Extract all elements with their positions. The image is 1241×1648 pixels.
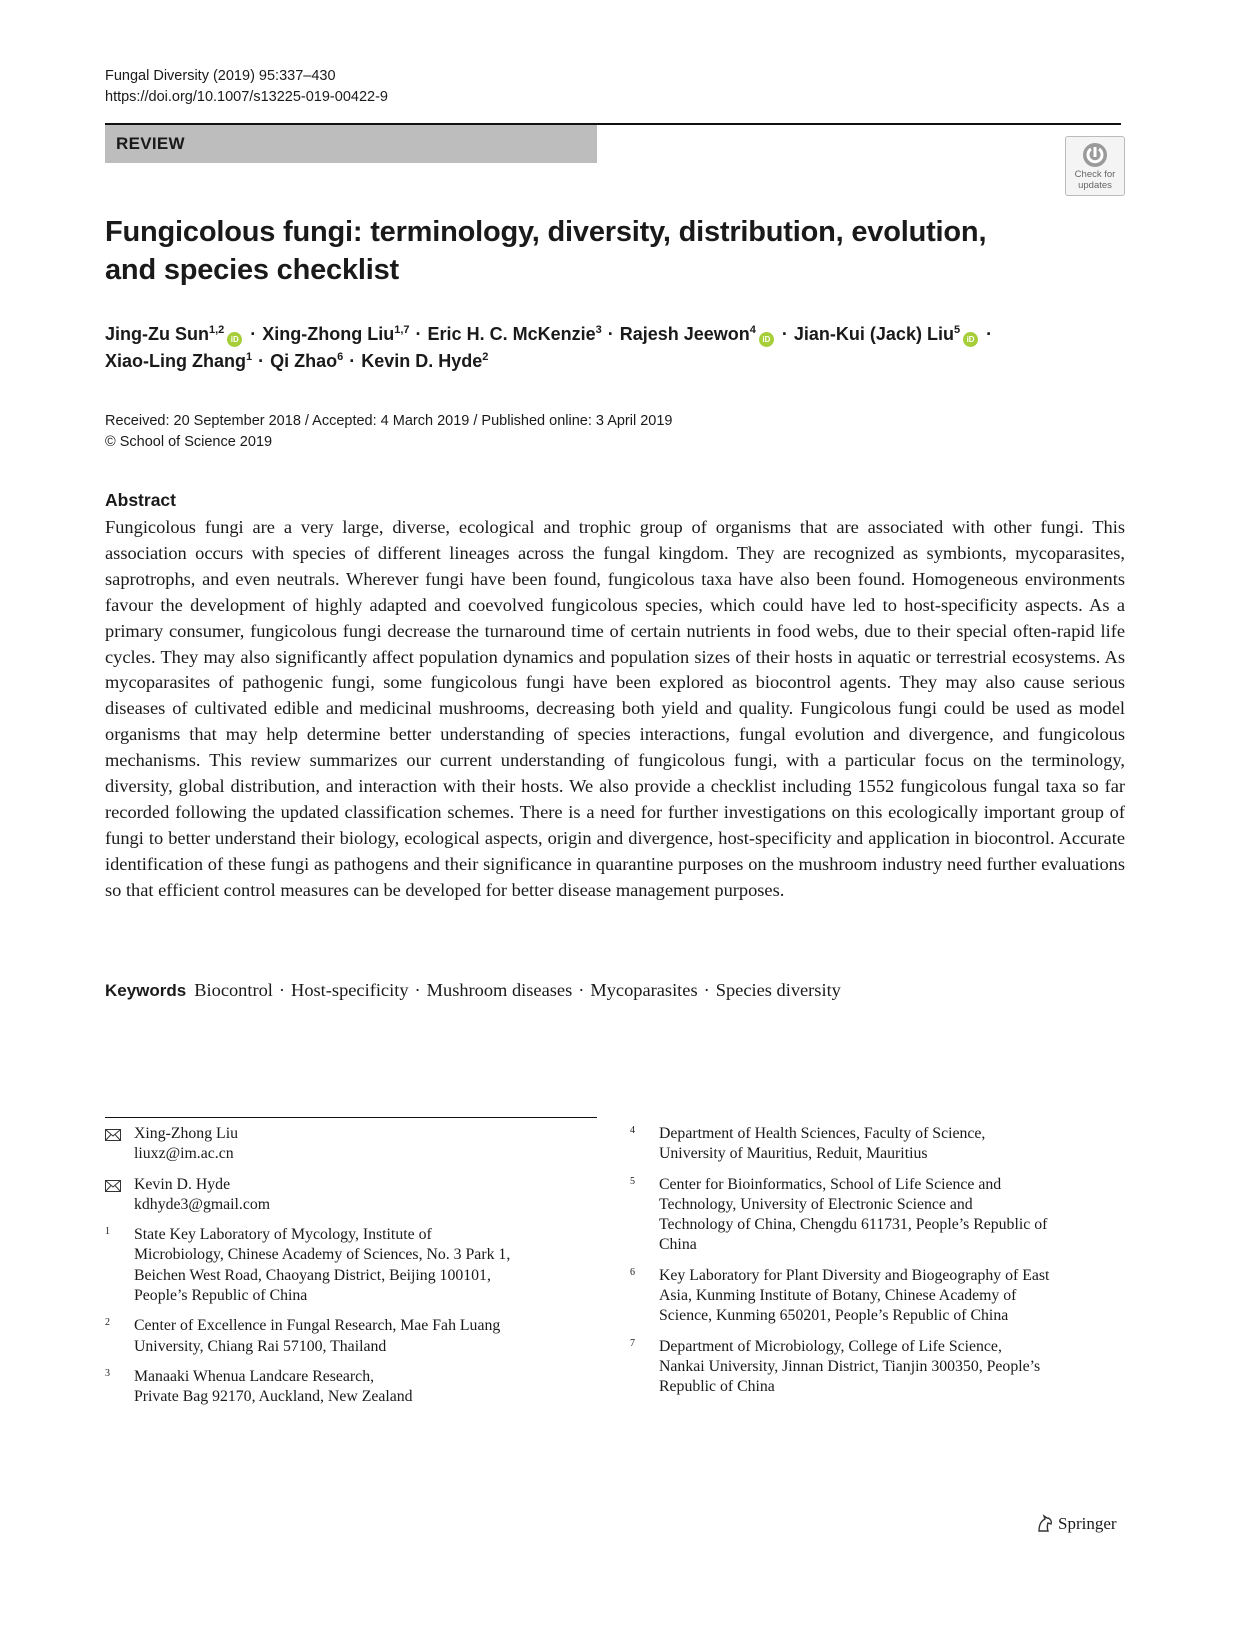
section-label: REVIEW xyxy=(116,134,185,153)
affiliation-text: Key Laboratory for Plant Diversity and Biogeography of East xyxy=(659,1266,1050,1284)
keyword: Biocontrol xyxy=(194,980,273,1000)
orcid-icon[interactable]: iD xyxy=(963,332,978,347)
badge-line-1: Check for xyxy=(1074,169,1116,180)
keyword-separator: · xyxy=(703,980,710,1000)
affiliation-number: 2 xyxy=(105,1317,110,1329)
keyword: Species diversity xyxy=(715,980,841,1000)
affiliation-number: 3 xyxy=(105,1367,110,1379)
affiliation-text: Center for Bioinformatics, School of Life Science and xyxy=(659,1175,1002,1193)
affiliation-number: 5 xyxy=(630,1175,635,1187)
update-icon xyxy=(1082,142,1108,168)
author[interactable] xyxy=(270,351,343,371)
footnote-rule xyxy=(105,1117,597,1118)
author-affiliation-sup: 2 xyxy=(482,351,489,363)
keyword: Mushroom diseases xyxy=(426,980,573,1000)
affiliation-number: 4 xyxy=(630,1125,635,1136)
journal-header xyxy=(105,66,388,108)
keyword-list xyxy=(194,980,841,1000)
publication-dates xyxy=(105,411,672,453)
keyword-separator: · xyxy=(414,980,421,1000)
author-affiliation-sup: 1,7 xyxy=(394,324,410,336)
dates-line: Received: 20 September 2018 / Accepted: 4 March 2019 / Published online: 3 April 2019 xyxy=(105,413,673,429)
affiliation-text: Technology of China, Chengdu 611731, People’s Republic of xyxy=(659,1216,1048,1234)
affiliation-text: Beichen West Road, Chaoyang District, Beijing 100101, xyxy=(134,1266,491,1284)
author[interactable] xyxy=(428,324,602,344)
author[interactable] xyxy=(105,324,244,344)
keyword: Mycoparasites xyxy=(590,980,698,1000)
keyword-separator: · xyxy=(278,980,286,1000)
envelope-icon xyxy=(105,1129,121,1141)
author-affiliation-sup: 1 xyxy=(246,351,253,363)
author-affiliation-sup: 3 xyxy=(595,324,602,336)
keyword-separator: · xyxy=(578,980,585,1000)
keyword: Host-specificity xyxy=(291,980,409,1000)
affiliation-text: Science, Kunming 650201, People’s Republic of China xyxy=(659,1307,1009,1325)
author[interactable] xyxy=(794,324,980,344)
footnotes-right-column xyxy=(630,1124,1120,1408)
author-separator: · xyxy=(258,351,265,371)
author-list xyxy=(105,321,1125,375)
affiliation-text: University of Mauritius, Reduit, Mauritius xyxy=(659,1145,928,1163)
affiliation-text: State Key Laboratory of Mycology, Institute of xyxy=(134,1226,432,1244)
author-separator: · xyxy=(415,324,422,344)
affiliation-item xyxy=(105,1367,585,1408)
author-affiliation-sup: 5 xyxy=(953,324,961,336)
affiliation-text: University, Chiang Rai 57100, Thailand xyxy=(134,1337,387,1355)
affiliation-number: 7 xyxy=(630,1337,635,1349)
affiliation-text: Manaaki Whenua Landcare Research, xyxy=(134,1367,375,1385)
affiliation-text: Department of Health Sciences, Faculty of Science, xyxy=(659,1125,986,1142)
author-name: Eric H. C. McKenzie xyxy=(427,324,596,344)
publisher-name: Springer xyxy=(1058,1514,1117,1533)
affiliation-text: Asia, Kunming Institute of Botany, Chinese Academy of xyxy=(659,1287,1017,1305)
check-for-updates-badge[interactable] xyxy=(1065,136,1125,196)
article-title xyxy=(105,213,1065,289)
author-separator: · xyxy=(781,324,788,344)
title-line-1: Fungicolous fungi: terminology, diversity, distribution, evolution, xyxy=(105,216,987,248)
publisher-logo xyxy=(1035,1513,1117,1534)
corresponding-name: Kevin D. Hyde xyxy=(134,1175,231,1193)
affiliation-text: Center of Excellence in Fungal Research, Mae Fah Luang xyxy=(134,1317,501,1335)
affiliation-text: China xyxy=(659,1236,697,1254)
abstract-heading: Abstract xyxy=(105,490,176,510)
footnotes-left-column xyxy=(105,1124,585,1418)
affiliation-text: Nankai University, Jinnan District, Tianjin 300350, People’s xyxy=(659,1357,1041,1375)
author-name: Jian-Kui (Jack) Liu xyxy=(793,324,954,344)
affiliation-item xyxy=(630,1337,1120,1398)
author[interactable] xyxy=(620,324,776,344)
affiliation-text: Private Bag 92170, Auckland, New Zealand xyxy=(134,1388,413,1406)
corresponding-email[interactable]: liuxz@im.ac.cn xyxy=(134,1145,234,1163)
author[interactable] xyxy=(105,351,252,371)
author-line-1 xyxy=(105,321,1125,348)
author-separator: · xyxy=(250,324,257,344)
author-line-2 xyxy=(105,348,1125,375)
orcid-icon[interactable]: iD xyxy=(227,332,242,347)
corresponding-name: Xing-Zhong Liu xyxy=(134,1125,238,1142)
copyright-line: © School of Science 2019 xyxy=(105,434,273,450)
author-affiliation-sup: 4 xyxy=(749,324,756,336)
badge-line-2: updates xyxy=(1078,180,1112,191)
abstract-body: Fungicolous fungi are a very large, diverse, ecological and trophic group of organisms that are associated with other fungi. This association occurs with species of different lineages across the fungal kingdom. They are recognized as symbionts, mycoparasites, saprotrophs, and even neutrals. Wherever fungi have been found, fungicolous taxa have also been found. Homogeneous environments favour the development of highly adapted and coevolved fungicolous species, which could have led to host-specificity aspects. As a primary consumer, fungicolous fungi decrease the turnaround time of certain nutrients in food webs, due to their special often-rapid life cycles. They may also significantly affect population dynamics and population sizes of their hosts in aquatic or terrestrial ecosystems. As mycoparasites of pathogenic fungi, some fungicolous fungi have been explored as biocontrol agents. They may also cause serious diseases of cultivated edible and medicinal mushrooms, decreasing both yield and quality. Fungicolous fungi could be used as model organisms that may help determine better understanding of species interactions, fungal evolution and divergence, and fungicolous mechanisms. This review summarizes our current understanding of fungicolous fungi, with a particular focus on the terminology, diversity, global distribution, and interaction with their hosts. We also provide a checklist including 1552 fungicolous fungal taxa so far recorded following the updated classification schemes. There is a need for further investigations on this ecologically important group of fungi to better understand their biology, ecological aspects, origin and divergence, host-specificity and application in biocontrol. Accurate identification of these fungi as pathogens and their significance in quarantine purposes on the mushroom industry need further evaluations so that efficient control measures can be developed for better disease management purposes. xyxy=(105,517,1125,900)
title-line-2: and species checklist xyxy=(105,254,400,286)
envelope-icon xyxy=(105,1180,121,1192)
author-separator: · xyxy=(349,351,356,371)
corresponding-author xyxy=(105,1124,585,1165)
affiliation-item xyxy=(630,1175,1120,1256)
author-separator: · xyxy=(607,324,614,344)
author-name: Xing-Zhong Liu xyxy=(262,324,395,344)
affiliation-item xyxy=(630,1124,1120,1165)
affiliation-text: Microbiology, Chinese Academy of Sciences, No. 3 Park 1, xyxy=(134,1246,511,1264)
affiliation-text: Republic of China xyxy=(659,1378,775,1396)
author-name: Jing-Zu Sun xyxy=(105,324,209,344)
corresponding-author xyxy=(105,1175,585,1216)
author-separator: · xyxy=(986,324,993,344)
keywords-heading: Keywords xyxy=(105,981,187,1000)
author-name: Xiao-Ling Zhang xyxy=(105,351,246,371)
affiliation-number: 1 xyxy=(105,1226,110,1238)
author-name: Qi Zhao xyxy=(270,351,338,371)
author[interactable] xyxy=(262,324,409,344)
author-name: Rajesh Jeewon xyxy=(619,324,750,344)
springer-horse-icon xyxy=(1035,1513,1055,1533)
doi-link[interactable]: https://doi.org/10.1007/s13225-019-00422-9 xyxy=(105,89,388,105)
author[interactable] xyxy=(361,351,488,371)
author-affiliation-sup: 6 xyxy=(337,351,344,363)
corresponding-email[interactable]: kdhyde3@gmail.com xyxy=(134,1195,271,1213)
author-name: Kevin D. Hyde xyxy=(361,351,483,371)
keywords-line xyxy=(105,978,841,1003)
orcid-icon[interactable]: iD xyxy=(759,332,774,347)
journal-citation: Fungal Diversity (2019) 95:337–430 xyxy=(105,68,336,84)
section-label-bar xyxy=(105,125,597,163)
affiliation-item xyxy=(105,1225,585,1306)
affiliation-text: Technology, University of Electronic Science and xyxy=(659,1195,973,1213)
affiliation-item xyxy=(630,1266,1120,1327)
affiliation-number: 6 xyxy=(630,1266,635,1278)
affiliation-text: People’s Republic of China xyxy=(134,1287,308,1305)
author-affiliation-sup: 1,2 xyxy=(208,324,225,336)
affiliation-item xyxy=(105,1316,585,1357)
affiliation-text: Department of Microbiology, College of Life Science, xyxy=(659,1337,1002,1355)
